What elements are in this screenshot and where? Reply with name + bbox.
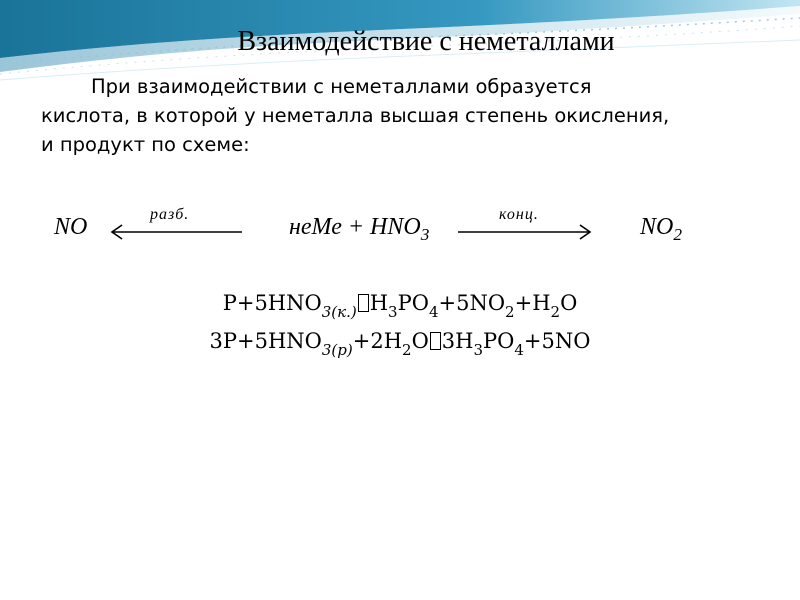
equation-text: +2H (352, 329, 403, 353)
equation-subscript: 2 (550, 303, 561, 321)
slide-title (0, 26, 800, 58)
equation-text: +H (514, 291, 551, 315)
left-arrow-icon (108, 222, 244, 242)
scheme-reactants-text: неМе + HNO (289, 214, 421, 240)
equation-text: P+5HNO (222, 291, 322, 315)
equation-text: 3H (441, 329, 474, 353)
missing-glyph-icon (358, 294, 369, 312)
equation-subscript: 4 (428, 303, 439, 321)
equation-text: H (369, 291, 389, 315)
missing-glyph-icon (430, 332, 441, 350)
scheme-right-product (640, 214, 682, 245)
equation-text: +5NO (438, 291, 506, 315)
scheme-left-arrow-label: разб. (150, 206, 190, 223)
equation-subscript: 3 (473, 341, 484, 359)
equation-text: O (411, 329, 429, 353)
equation-text: PO (483, 329, 515, 353)
equation-1 (0, 291, 800, 321)
equation-subscript: 3(к.) (321, 303, 357, 321)
right-arrow-icon (456, 222, 596, 242)
equation-text: 3P+5HNO (209, 329, 322, 353)
intro-paragraph (41, 72, 681, 159)
equation-text: PO (397, 291, 429, 315)
scheme-left-product: NO (54, 214, 88, 240)
equation-subscript: 4 (514, 341, 524, 359)
equation-text: O (560, 291, 578, 315)
equation-subscript: 3(р) (321, 341, 353, 359)
scheme-right-product-subscript: 2 (673, 225, 682, 245)
scheme-reactants (289, 214, 430, 245)
intro-paragraph-text: При взаимодействии с неметаллами образуется кислота, в которой у неметалла высшая степень окисления, и продукт по схеме: (41, 75, 670, 156)
scheme-right-product-text: NO (640, 214, 674, 240)
scheme-right-arrow-label: конц. (499, 206, 539, 223)
equation-subscript: 2 (505, 303, 515, 321)
equation-2 (0, 329, 800, 359)
equation-subscript: 2 (402, 341, 412, 359)
slide-title-text: Взаимодействие с неметаллами (237, 26, 615, 57)
equation-text: +5NO (523, 329, 591, 353)
scheme-reactants-subscript: 3 (420, 225, 430, 245)
equation-subscript: 3 (388, 303, 398, 321)
